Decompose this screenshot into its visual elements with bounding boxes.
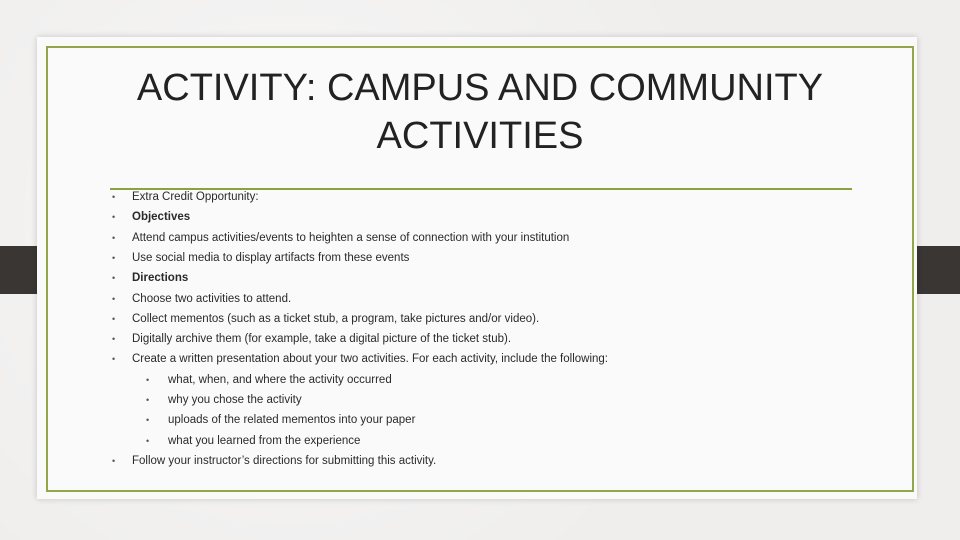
list-item (0, 309, 960, 329)
bullet-icon: • (112, 455, 116, 466)
list-item-text: Use social media to display artifacts from these events (132, 251, 410, 264)
list-item (0, 207, 960, 227)
bullet-icon: • (112, 354, 116, 365)
list-item (0, 329, 960, 349)
list-item-text: what, when, and where the activity occurred (168, 373, 392, 386)
list-item-text: what you learned from the experience (168, 434, 361, 447)
list-item (0, 390, 960, 410)
bullet-icon: • (112, 232, 116, 243)
list-item (0, 349, 960, 369)
list-item (0, 187, 960, 207)
bullet-icon: • (146, 415, 150, 426)
list-item-text: Collect mementos (such as a ticket stub, a program, take pictures and/or video). (132, 312, 540, 325)
bullet-icon: • (112, 293, 116, 304)
list-item (0, 431, 960, 451)
list-item-text: uploads of the related mementos into your paper (168, 414, 416, 427)
list-item (0, 248, 960, 268)
bullet-icon: • (112, 252, 116, 263)
bullet-icon: • (146, 374, 150, 385)
bullet-icon: • (112, 192, 116, 202)
bullet-icon: • (112, 212, 116, 223)
list-item (0, 228, 960, 248)
list-item (0, 370, 960, 390)
list-item-text: Follow your instructor’s directions for submitting this activity. (132, 454, 437, 467)
list-item (0, 289, 960, 309)
bullet-icon: • (146, 435, 150, 446)
list-item-text: Digitally archive them (for example, take a digital picture of the ticket stub). (132, 333, 512, 346)
bullet-icon: • (112, 313, 116, 324)
list-item (0, 451, 960, 471)
list-item-text: Extra Credit Opportunity: (132, 191, 259, 203)
list-item-text: why you chose the activity (168, 394, 302, 406)
list-item (0, 410, 960, 430)
list-item-text: Objectives (132, 211, 191, 224)
list-item-text: Directions (132, 272, 189, 285)
list-item-text: Attend campus activities/events to heighten a sense of connection with your institution (132, 231, 570, 244)
list-item-text: Create a written presentation about your two activities. For each activity, include the following: (132, 353, 608, 366)
bullet-icon: • (112, 334, 116, 345)
bullet-icon: • (112, 273, 116, 284)
list-item (0, 268, 960, 288)
bullet-icon: • (146, 395, 150, 405)
list-item-text: Choose two activities to attend. (132, 292, 292, 305)
slide-title: ACTIVITY: CAMPUS AND COMMUNITY ACTIVITIES (136, 67, 824, 157)
